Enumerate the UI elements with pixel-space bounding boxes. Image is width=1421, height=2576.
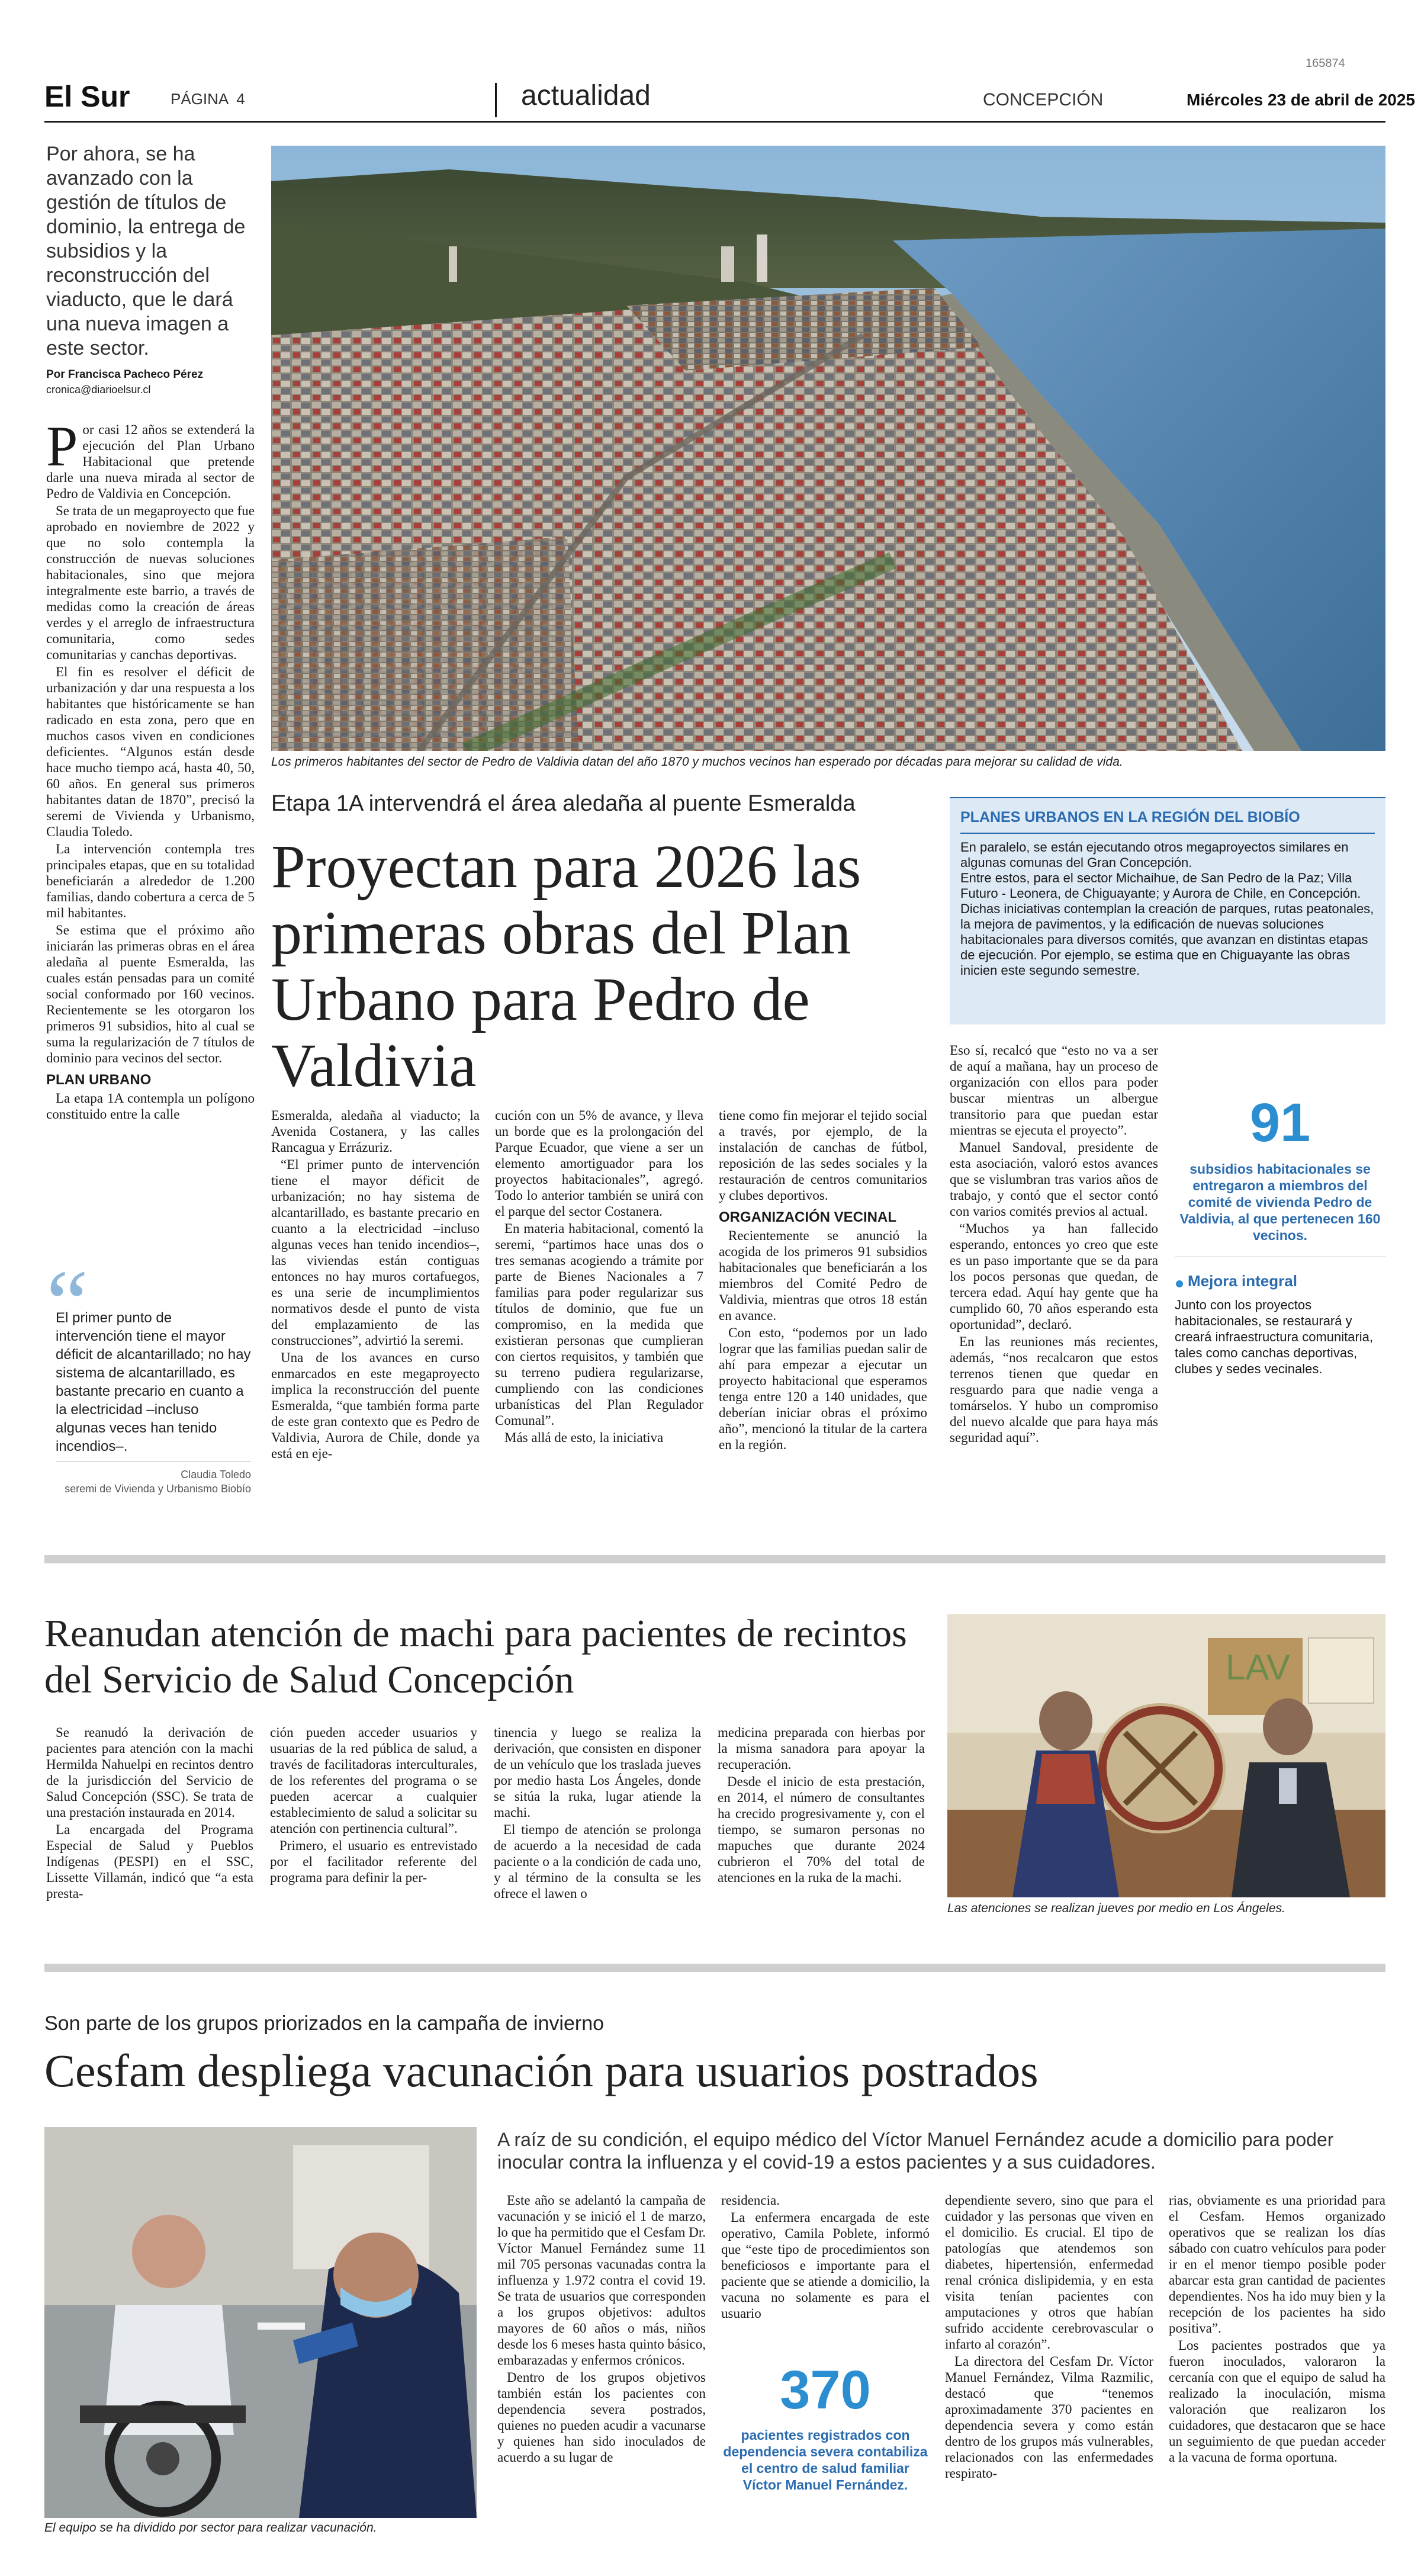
paragraph: or casi 12 años se extenderá la ejecución del Plan Urbano Habitacional que pretende darle una nueva mirada al sector de Pedro de Valdivia en Concepción. (46, 422, 255, 501)
paragraph: “Muchos ya han fallecido esperando, entonces yo creo que este es un paso importante que se da para los pocos personas que quedan, de tercera edad. Aquí hay gente que ha cumplido 60, 70 años esperando esta oportunidad”, declaró. (950, 1221, 1158, 1332)
box-title: PLANES URBANOS EN LA REGIÓN DEL BIOBÍO (960, 809, 1300, 826)
paragraph: Este año se adelantó la campaña de vacunación y se inició el 1 de marzo, lo que ha permitido que el Cesfam Dr. Víctor Manuel Fernández sume 11 mil 705 personas vacunadas contra la influenza y 1.972 contra el covid 19. Se trata de usuarios que corresponden a los grupos objetivos: adultos mayores de 60 años o más, niños desde los 6 meses hasta quinto básico, embarazadas y enfermos crónicos. (497, 2193, 706, 2368)
article1-byline: Por Francisca Pacheco Pérez (46, 368, 204, 381)
city-name: CONCEPCIÓN (983, 90, 1104, 110)
mejora-bullet-icon (1176, 1280, 1183, 1287)
article1-column-3 (495, 1107, 703, 1447)
brand-name: El Sur (44, 80, 130, 113)
paragraph: Una de los avances en curso enmarcados en este megaproyecto implica la reconstrucción del puente Esmeralda, “que también forma parte de este gran contexto que es Pedro de Valdivia, Aurora de Chile, donde ya está en eje- (271, 1350, 480, 1461)
paragraph: Recientemente se anunció la acogida de los primeros 91 subsidios habitacionales que beneficiarán a los miembros del Comité Pedro de Valdivia, mientras que otros 18 están en avance. (719, 1228, 927, 1323)
paragraph: cución con un 5% de avance, y lleva un borde que es la prolongación del Parque Ecuador, que viene a ser un elemento amortiguador para los proyectos habitacionales”, agregó. Todo lo anterior también se unirá con el parque del sector Costanera. (495, 1108, 703, 1219)
paragraph: En paralelo, se están ejecutando otros megaproyectos similares en algunas comunas del Gran Concepción. (960, 840, 1349, 870)
quote-mark-icon: “ (46, 1250, 89, 1356)
paragraph: Dentro de los grupos objetivos también están los pacientes con dependencia severa postrados, quienes no pueden acudir a vacunarse y quienes han sido inoculados de acuerdo a su lugar de (497, 2370, 706, 2465)
planes-urbanos-box (950, 797, 1385, 1024)
article1-photo-caption: Los primeros habitantes del sector de Pedro de Valdivia datan del año 1870 y muchos vecinos han esperado por décadas para mejorar su calidad de vida. (271, 755, 1123, 769)
paragraph: residencia. (721, 2193, 780, 2208)
section-rule-2 (44, 1964, 1385, 1972)
box-title-rule (960, 833, 1375, 834)
box-text (960, 840, 1375, 978)
section-name: actualidad (521, 80, 651, 111)
subhead-plan-urbano: PLAN URBANO (46, 1072, 152, 1088)
article2-column-2 (270, 1724, 477, 1887)
article1-column-1 (46, 415, 255, 1123)
machi-photo (947, 1614, 1385, 1897)
article2-column-1 (46, 1724, 253, 1903)
stat-91-text: subsidios habitacionales se entregaron a miembros del comité de vivienda Pedro de Valdivia, al que pertenecen 160 vecinos. (1179, 1161, 1381, 1243)
article1-column-5 (950, 1042, 1158, 1447)
paragraph: Dichas iniciativas contemplan la creación de parques, rutas peatonales, la mejora de pavimentos, y la edificación de nuevas soluciones habitacionales para diversos comités, que avanzan en distintas etapas de ejecución. Por ejemplo, se estima que en Chiguayante las obras inicien este segundo semestre. (960, 901, 1374, 978)
stat-370-text: pacientes registrados con dependencia severa contabiliza el centro de salud familiar Víctor Manuel Fernández. (723, 2427, 928, 2493)
issue-date: Miércoles 23 de abril de 2025 (1187, 91, 1415, 109)
paragraph: Manuel Sandoval, presidente de esta asociación, valoró estos avances que se vislumbran tras varios años de trabajo, y contó que el sector contó con varios comités previos al actual. (950, 1140, 1158, 1219)
paragraph: rias, obviamente es una prioridad para el Cesfam. Hemos organizado operativos que se realizan los días sábado con cuatro vehículos para poder ir en el menor tiempo posible poder abarcar esta gran cantidad de pacientes dependientes. Nos ha ido muy bien y la recepción de los pacientes ha sido positiva”. (1169, 2193, 1385, 2336)
article3-kicker: Son parte de los grupos priorizados en la campaña de invierno (44, 2012, 605, 2035)
stat-370-number: 370 (780, 2360, 871, 2420)
subhead-organizacion-vecinal: ORGANIZACIÓN VECINAL (719, 1209, 896, 1225)
paragraph: Se trata de un megaproyecto que fue aprobado en noviembre de 2022 y que no solo contempla la construcción de nuevas soluciones habitacionales, sino que mejora integralmente este barrio, a través de medidas como la creación de áreas verdes y el arreglo de infraestructura comunitaria, como sedes comunitarias y canchas deportivas. (46, 503, 255, 662)
paragraph: La intervención contempla tres principales etapas, que en su totalidad beneficiarán a alrededor de 1.200 familias, dando cobertura a cerca de 5 mil habitantes. (46, 841, 255, 920)
paragraph: “El primer punto de intervención tiene el mayor déficit de urbanización; no hay sistema de alcantarillado, es bastante precario en cuanto a la electricidad –incluso algunas veces han tenido incendios–, las viviendas están contiguas entonces no hay muros cortafuegos, es una serie de incumplimientos normativos desde el punto de vista del emplazamiento de las construcciones”, advirtió la seremi. (271, 1157, 480, 1348)
paragraph: La encargada del Programa Especial de Salud y Pueblos Indígenas (PESPI) en el SSC, Lissette Villamán, indicó que “a esta presta- (46, 1822, 253, 1901)
paragraph: medicina preparada con hierbas por la misma sanadora para apoyar la recuperación. (718, 1725, 925, 1772)
paragraph: El fin es resolver el déficit de urbanización y dar una respuesta a los habitantes que históricamente se han radicado en esta zona, pero que en muchos casos viven en condiciones deficientes. “Algunos están desde hace mucho tiempo acá, hasta 40, 50, 60 años. En general sus primeros habitantes datan de 1870”, precisó la seremi de Vivienda y Urbanismo, Claudia Toledo. (46, 664, 255, 839)
article1-headline: Proyectan para 2026 las primeras obras del Plan Urbano para Pedro de Valdivia (271, 833, 861, 1100)
paragraph: ción pueden acceder usuarios y usuarias de la red pública de salud, a través de facilitadoras interculturales, de los referentes del programa o se pueden acercar a cualquier establecimiento de salud a solicitar su atención con pertinencia cultural”. (270, 1725, 477, 1836)
paragraph: Entre estos, para el sector Michaihue, de San Pedro de la Paz; Villa Futuro - Leonera, de Chiguayante; y Aurora de Chile, en Concepción. (960, 871, 1361, 901)
section-rule-1 (44, 1555, 1385, 1563)
header-rule (44, 121, 1385, 123)
paragraph: En las reuniones más recientes, además, “nos recalcaron que estos terrenos tienen que quedar en resguardo para que nadie venga a tomárselos. Y hubo un compromiso del nuevo alcalde que para haya más seguridad aquí”. (950, 1334, 1158, 1445)
pull-quote (46, 1250, 255, 1510)
paragraph: En materia habitacional, comentó la seremi, “partimos hace unas dos o tres semanas acogiendo a trámite por parte de Bienes Nacionales a 7 familias para poder regularizar sus títulos de dominio, que fue un compromiso, en la medida que existieran personas que cumplieran con ciertos requisitos, y también que su terreno pudiera regularizarse, cumpliendo con las condiciones urbanísticas del Plan Regulador Comunal”. (495, 1221, 703, 1428)
article3-column-1 (497, 2192, 706, 2466)
paragraph: Más allá de esto, la iniciativa (504, 1430, 664, 1445)
header-divider (495, 83, 497, 117)
article3-column-4 (1169, 2192, 1385, 2466)
pedro-de-valdivia-aerial-photo (271, 146, 1385, 751)
article1-kicker: Etapa 1A intervendrá el área aledaña al puente Esmeralda (271, 791, 856, 816)
paragraph: dependiente severo, sino que para el cuidador y las personas que viven en el domicilio. Es crucial. El tipo de patologías que atendemos son diabetes, hipertensión, enfermedad renal crónica dislipidemia, y en esta visita tenían pacientes con amputaciones y otros que habían sufrido accidente cerebrovascular o infarto al corazón”. (945, 2193, 1153, 2352)
paragraph: tiene como fin mejorar el tejido social a través, por ejemplo, de la instalación de canchas de fútbol, reposición de las sedes sociales y la restauración de centros comunitarios y clubes deportivos. (719, 1108, 927, 1203)
paragraph: La directora del Cesfam Dr. Víctor Manuel Fernández, Vilma Razmilic, destacó que “tenemos aproximadamente 370 pacientes en dependencia severa y como están dentro de los grupos más vulnerables, relacionados con las enfermedades respirato- (945, 2354, 1153, 2481)
machi-photo-caption: Las atenciones se realizan jueves por medio en Los Ángeles. (947, 1902, 1285, 1915)
article1-deck: Por ahora, se ha avanzado con la gestión de títulos de dominio, la entrega de subsidios y la reconstrucción del viaducto, que le dará una nueva imagen a este sector. (46, 143, 246, 359)
article1-column-2 (271, 1107, 480, 1463)
page-code: 165874 (1306, 57, 1345, 70)
quote-author: Claudia Toledo (181, 1469, 251, 1480)
paragraph: Se reanudó la derivación de pacientes para atención con la machi Hermilda Nahuelpi en recintos dentro de la jurisdicción del Servicio de Salud Concepción (SSC). Se trata de una prestación instaurada en 2014. (46, 1725, 253, 1820)
vaccination-photo (44, 2127, 477, 2518)
vaccination-photo-illustration (44, 2127, 477, 2518)
page-number: PÁGINA 4 (171, 90, 245, 108)
paragraph: Desde el inicio de esta prestación, en 2014, el número de consultantes ha crecido progresivamente y, con el tiempo, se sumaron personas no mapuches que durante 2024 cubrieron el 70% del total de atenciones en la ruka de la machi. (718, 1774, 925, 1885)
paragraph: Los pacientes postrados que ya fueron inoculados, valoraron la cercanía con que el equipo de salud ha realizado la inoculación, misma valoración que realizaron los cuidadores, que destacaron que se hace un seguimiento de que puedan acceder a la vacuna de forma oportuna. (1169, 2338, 1385, 2465)
article1-email: cronica@diarioelsur.cl (46, 384, 151, 396)
mejora-title: Mejora integral (1188, 1272, 1297, 1290)
paragraph: Primero, el usuario es entrevistado por el facilitador referente del programa para definir la per- (270, 1838, 477, 1885)
quote-text: El primer punto de intervención tiene el mayor déficit de alcantarillado; no hay sistema de alcantarillado, es bastante precario en cuanto a la electricidad –incluso algunas veces han tenido incendios–. (56, 1310, 251, 1454)
paragraph: La etapa 1A contempla un polígono constituido entre la calle (46, 1091, 255, 1122)
quote-role: seremi de Vivienda y Urbanismo Biobío (65, 1483, 251, 1495)
article1-column-4 (719, 1107, 927, 1454)
paragraph: Con esto, “podemos por un lado lograr que las familias puedan salir de ahí para empezar a ejecutar un proyecto habitacional que esperamos tenga entre 120 a 140 unidades, que deberían iniciar obras el próximo año”, mencionó la titular de la cartera en la región. (719, 1325, 927, 1452)
article2-column-4 (718, 1724, 925, 1887)
paragraph: Eso sí, recalcó que “esto no va a ser de aquí a mañana, hay un proceso de organización con ellos para poder buscar mientras un albergue transitorio para que puedan estar mientras se ejecuta el proyecto”. (950, 1043, 1158, 1138)
article3-column-2 (721, 2192, 930, 2323)
article3-column-3 (945, 2192, 1153, 2482)
article3-headline: Cesfam despliega vacunación para usuarios postrados (44, 2045, 1039, 2096)
vaccination-photo-caption: El equipo se ha dividido por sector para realizar vacunación. (44, 2521, 377, 2535)
aerial-photo-illustration (271, 146, 1385, 751)
paragraph: La enfermera encargada de este operativo, Camila Poblete, informó que “este tipo de procedimientos son beneficiosos e importante para el paciente que se atiende a domicilio, la vacuna no solamente es para el usuario (721, 2210, 930, 2321)
paragraph: Esmeralda, aledaña al viaducto; la Avenida Costanera, y las calles Rancagua y Errázuriz. (271, 1108, 480, 1155)
paragraph: El tiempo de atención se prolonga de acuerdo a la necesidad de cada paciente o a la condición de cada uno, y al término de la consulta se les ofrece el lawen o (494, 1822, 701, 1901)
article2-column-3 (494, 1724, 701, 1903)
paragraph: Se estima que el próximo año iniciarán las primeras obras en el área aledaña al puente Esmeralda, las cuales están pensadas para un comité social conformado por 160 vecinos. Recientemente se les otorgaron los primeros 91 subsidios, hito al cual se suma la regularización de 7 títulos de dominio para vecinos del sector. (46, 923, 255, 1065)
dropcap: P (46, 415, 78, 478)
article2-headline: Reanudan atención de machi para pacientes de recintos del Servicio de Salud Concepción (44, 1612, 907, 1701)
article3-deck: A raíz de su condición, el equipo médico del Víctor Manuel Fernández acude a domicilio para poder inocular contra la influenza y el covid-19 a estos pacientes y a sus cuidadores. (497, 2129, 1334, 2173)
stat-91-number: 91 (1249, 1093, 1311, 1153)
paragraph: tinencia y luego se realiza la derivación, que consisten en disponer de un vehículo que los traslada jueves por medio hasta Los Ángeles, donde se sitúa la ruka, lugar atiende la machi. (494, 1725, 701, 1820)
mejora-text: Junto con los proyectos habitacionales, se restaurará y creará infraestructura comunitaria, tales como canchas deportivas, clubes y sedes vecinales. (1175, 1297, 1374, 1376)
sign-text: LAV (1226, 1647, 1290, 1687)
machi-photo-illustration (947, 1614, 1385, 1897)
